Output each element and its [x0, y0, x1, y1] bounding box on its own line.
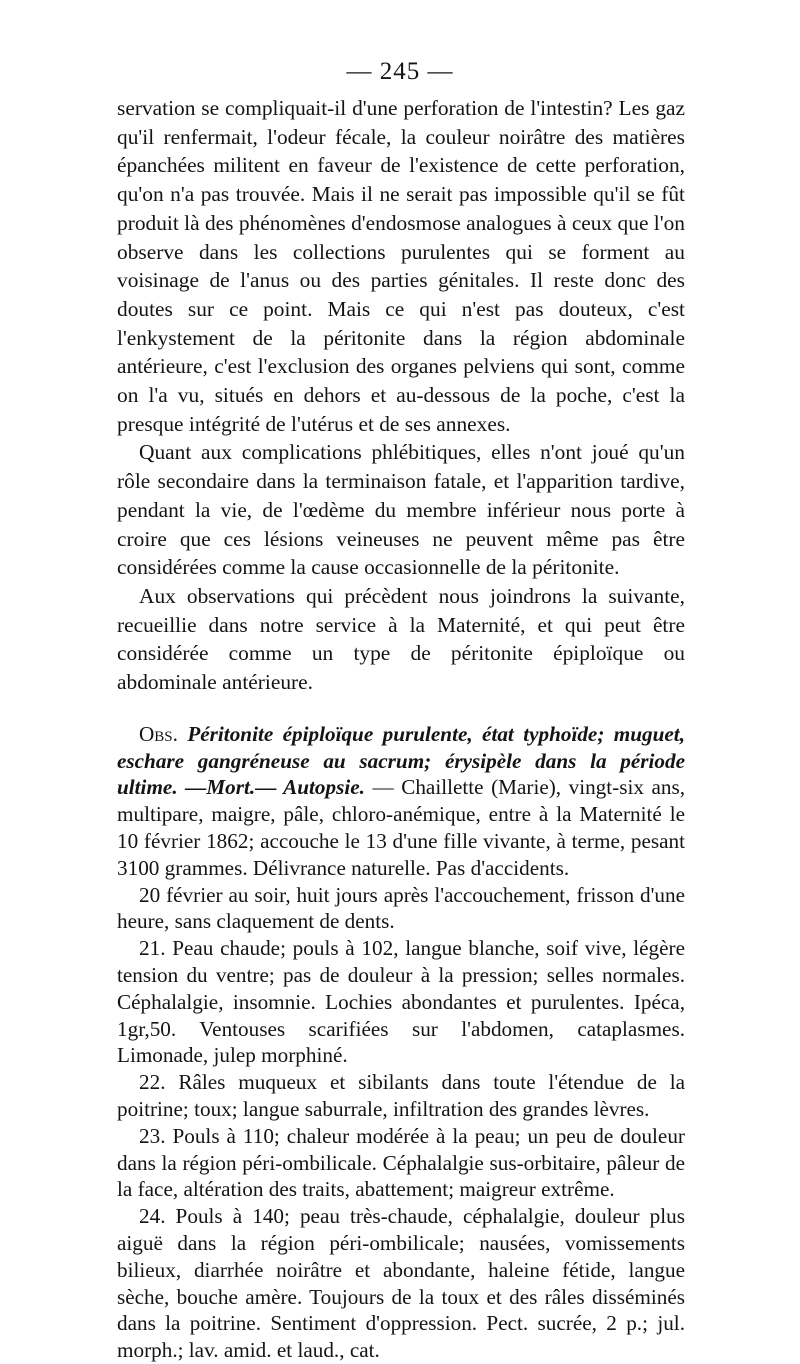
observation-paragraph: [117, 721, 685, 882]
page-number: — 245 —: [346, 58, 454, 85]
observation-text: — Chaillette (Marie), vingt-six ans, multipare, maigre, pâle, chloro-anémique, entre à la Maternité le 10 février 1862; accouche le 13 d'une fille vivante, à terme, pesant 3100 grammes. Délivrance naturelle. Pas d'accidents.: [117, 775, 686, 880]
body-text: [117, 94, 685, 1364]
spacer: [117, 697, 685, 715]
clinical-entry: 22. Râles muqueux et sibilants dans toute l'étendue de la poitrine; toux; langue saburrale, infiltration des grandes lèvres.: [117, 1070, 685, 1121]
clinical-entry: 20 février au soir, huit jours après l'accouchement, frisson d'une heure, sans claquement de dents.: [117, 882, 685, 934]
clinical-entry: 21. Peau chaude; pouls à 102, langue blanche, soif vive, légère tension du ventre; pas de douleur à la pression; selles normales. Céphalalgie, insomnie. Lochies abondantes et purulentes. Ipéca, 1gr,50. Ventouses scarifiées sur l'abdomen, cataplasmes. Limonade, julep morphiné.: [117, 936, 685, 1068]
observation-title: Péritonite épiploïque purulente, état typhoïde; muguet, eschare gangréneuse au sacrum; érysipèle dans la période ultime. —Mort.— Autopsie.: [117, 721, 685, 800]
clinical-entry: 23. Pouls à 110; chaleur modérée à la peau; un peu de douleur dans la région péri-ombilicale. Céphalalgie sus-orbitaire, pâleur de la face, altération des traits, abattement; maigreur extrême.: [117, 1123, 685, 1202]
paragraph: Quant aux complications phlébitiques, elles n'ont joué qu'un rôle secondaire dans la terminaison fatale, et l'apparition tardive, pendant la vie, de l'œdème du membre inférieur nous porte à croire que ces lésions veineuses ne peuvent même pas être considérées comme la cause occasionnelle de la péritonite.: [117, 440, 685, 580]
paragraph: servation se compliquait-il d'une perforation de l'intestin? Les gaz qu'il renfermait, l'odeur fécale, la couleur noirâtre des matières épanchées militent en faveur de l'existence de cette perforation, qu'on n'a pas trouvée. Mais il ne serait pas impossible qu'il se fût produit là des phénomènes d'endosmose analogues à ceux que l'on observe dans les collections purulentes qui se forment au voisinage de l'anus ou des parties génitales. Il reste donc des doutes sur ce point. Mais ce qui n'est pas douteux, c'est l'enkystement de la péritonite dans la région abdominale antérieure, c'est l'exclusion des organes pelviens qui sont, comme on l'a vu, situés en dehors et au-dessous de la poche, c'est la presque intégrité de l'utérus et de ses annexes.: [117, 96, 685, 436]
observation-label: Obs.: [139, 721, 178, 746]
clinical-entry: 24. Pouls à 140; peau très-chaude, céphalalgie, douleur plus aiguë dans la région péri-ombilicale; nausées, vomissements bilieux, diarrhée noirâtre et abondante, haleine fétide, langue sèche, bouche amère. Toujours de la toux et des râles disséminés dans la poitrine. Sentiment d'oppression. Pect. sucrée, 2 p.; jul. morph.; lav. amid. et laud., cat.: [117, 1204, 685, 1363]
paragraph: Aux observations qui précèdent nous joindrons la suivante, recueillie dans notre service à la Maternité, et qui peut être considérée comme un type de péritonite épiploïque ou abdominale antérieure.: [117, 583, 685, 695]
